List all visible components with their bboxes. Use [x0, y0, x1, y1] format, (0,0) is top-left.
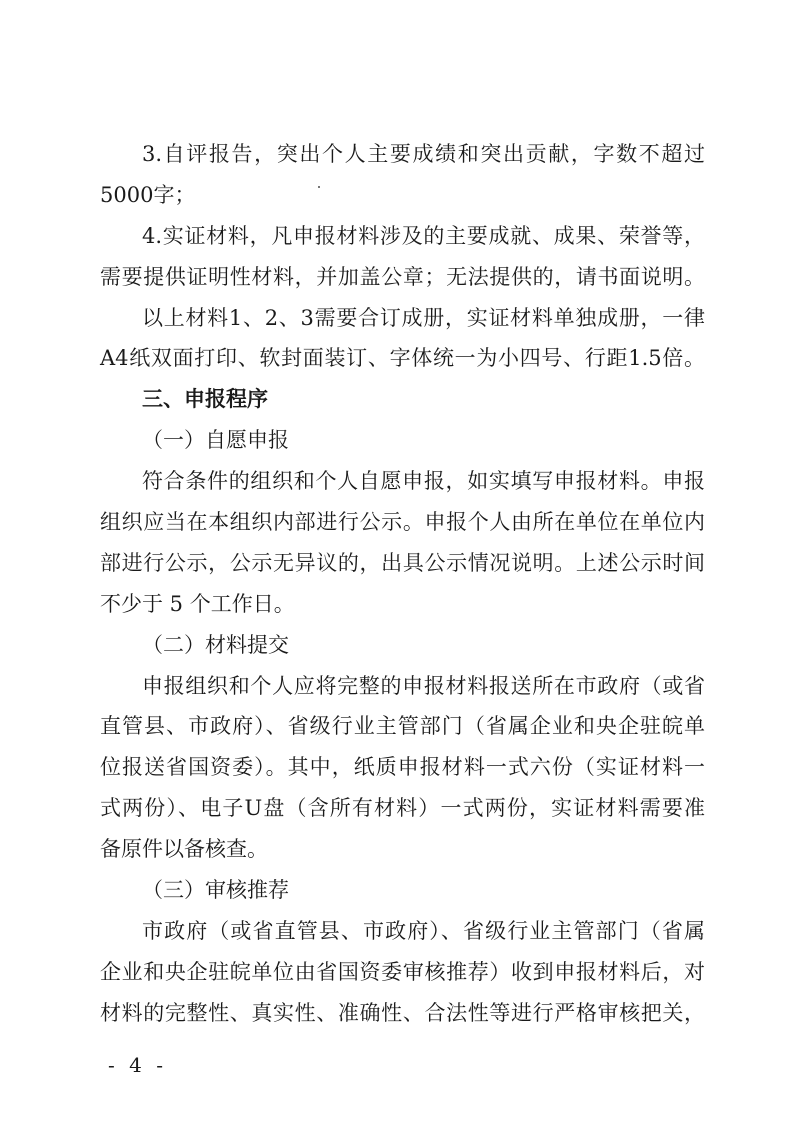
- text-line: 需要提供证明性材料，并加盖公章；无法提供的，请书面说明。: [100, 264, 705, 289]
- page-number: - 4 -: [108, 1053, 167, 1077]
- subsection-heading: （三）审核推荐: [142, 878, 289, 903]
- text-line: 备原件以备核查。: [100, 837, 268, 862]
- text-line: 符合条件的组织和个人自愿申报，如实填写申报材料。申报: [142, 469, 705, 494]
- text-line: 组织应当在本组织内部进行公示。申报个人由所在单位在单位内: [100, 510, 705, 535]
- text-line: 以上材料1、2、3需要合订成册，实证材料单独成册，一律: [142, 305, 705, 330]
- document-body: [100, 140, 705, 1040]
- text-line: A4纸双面打印、软封面装订、字体统一为小四号、行距1.5倍。: [100, 346, 705, 371]
- text-line: 材料的完整性、真实性、准确性、合法性等进行严格审核把关，: [100, 1000, 705, 1025]
- text-line: 部进行公示，公示无异议的，出具公示情况说明。上述公示时间: [100, 550, 705, 575]
- text-line: 直管县、市政府）、省级行业主管部门（省属企业和央企驻皖单: [100, 714, 705, 739]
- text-line: 企业和央企驻皖单位由省国资委审核推荐）收到申报材料后，对: [100, 959, 705, 984]
- text-line: 式两份）、电子U盘（含所有材料）一式两份，实证材料需要准: [100, 796, 705, 821]
- text-line: 申报组织和个人应将完整的申报材料报送所在市政府（或省: [142, 673, 705, 698]
- text-line: 市政府（或省直管县、市政府）、省级行业主管部门（省属: [142, 918, 705, 943]
- text-line: 3.自评报告，突出个人主要成绩和突出贡献，字数不超过: [142, 142, 705, 166]
- text-line: 不少于 5 个工作日。: [100, 591, 295, 616]
- text-line: 4.实证材料，凡申报材料涉及的主要成就、成果、荣誉等，: [142, 223, 705, 248]
- text-line: 位报送省国资委）。其中，纸质申报材料一式六份（实证材料一: [100, 755, 705, 780]
- section-heading: 三、申报程序: [142, 387, 268, 412]
- subsection-heading: （一）自愿申报: [142, 428, 289, 453]
- subsection-heading: （二）材料提交: [142, 632, 289, 657]
- text-line: 5000字；: [100, 182, 196, 207]
